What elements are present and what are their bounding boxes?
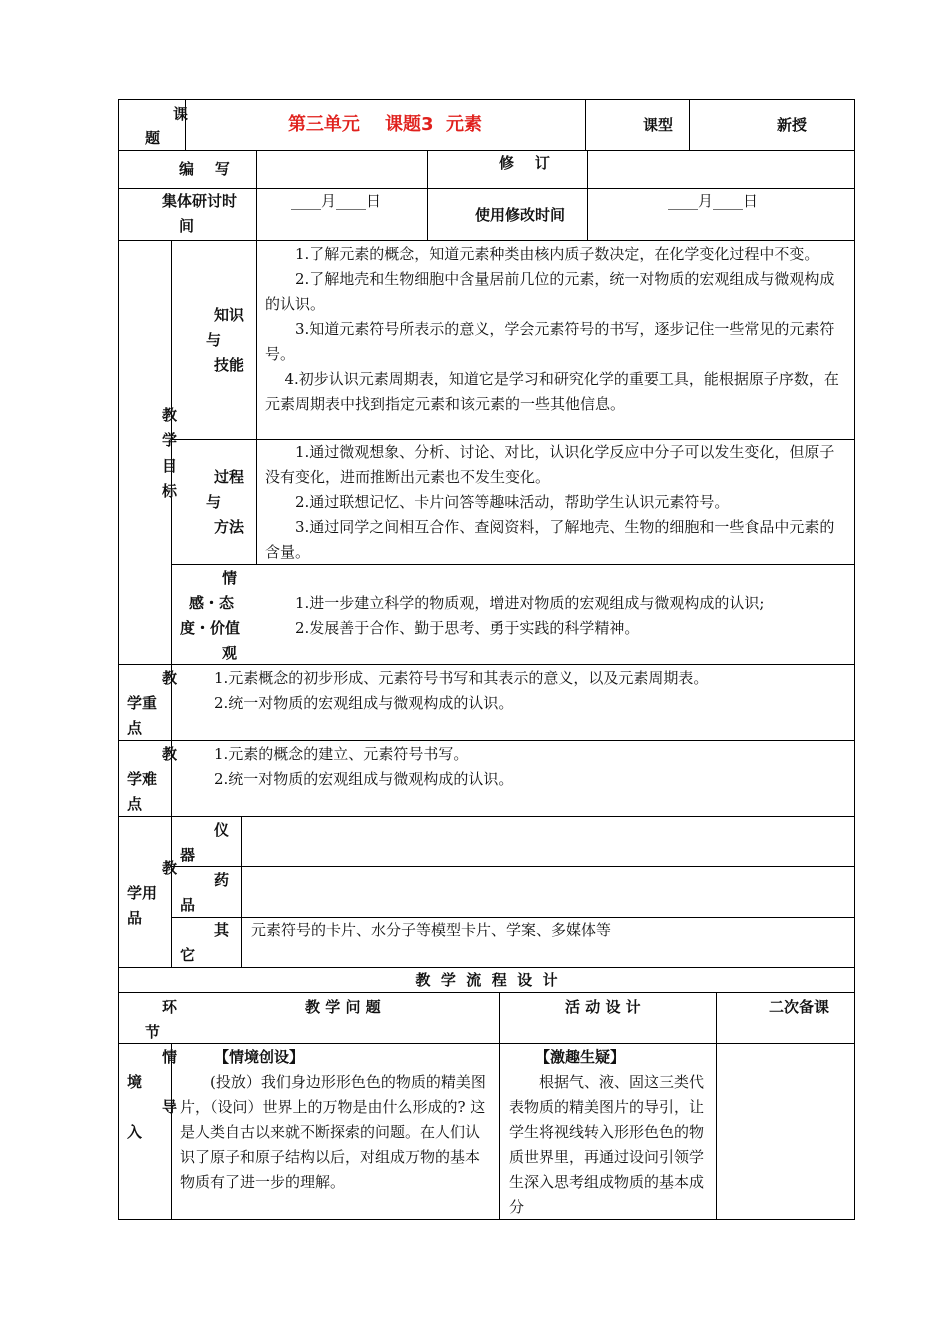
course-label-ti: 题 [145,129,161,147]
instrument-label-2: 器 [180,846,196,864]
rule [118,99,855,100]
rule [256,150,257,241]
stage-label-4: 入 [127,1123,143,1141]
process-item: 3.通过同学之间相互合作、查阅资料，了解地壳、生物的细胞和一些食品中元素的含量。 [265,518,835,561]
knowledge-label-2: 与 [206,331,222,349]
difficult-point-item: 2.统一对物质的宏观组成与微观构成的认识。 [214,770,514,788]
other-label-2: 它 [180,946,196,964]
key-points-label-3: 点 [127,719,143,737]
stage-label-2: 境 [127,1073,143,1091]
use-revise-time-label: 使用修改时间 [475,206,566,224]
knowledge-item: 1.了解元素的概念，知道元素种类由核内质子数决定，在化学变化过程中不变。 [295,245,820,263]
emotion-objectives [265,591,847,641]
difficult-points-label-1: 教 [162,745,178,763]
process-label-1: 过程 [214,468,245,486]
emotion-label-2: 感・态 [189,594,235,612]
question-text: (投放）我们身边形形色色的物质的精美图片，（设问）世界上的万物是由什么形成的? 这是人类自古以来就不断探索的问题。在人们认识了原子和原子结构以后，对组成万物的基本物质有了进一步的理解。 [180,1073,486,1191]
revise-label: 修 订 [499,154,550,172]
stage-label-3: 导 [162,1098,178,1116]
supplies-label-2: 学用 [127,884,158,902]
process-item: 2.通过联想记忆、卡片问答等趣味活动，帮助学生认识元素符号。 [295,493,730,511]
rule [118,99,119,1220]
type-label: 课型 [643,116,674,134]
emotion-item: 2.发展善于合作、勤于思考、勇于实践的科学精神。 [295,619,640,637]
col-stage-1: 环 [162,998,178,1016]
activity-title: 【激趣生疑】 [535,1048,626,1066]
key-point-item: 1.元素概念的初步形成、元素符号书写和其表示的意义，以及元素周期表。 [214,669,709,687]
rule [427,150,428,241]
process-label-2: 与 [206,493,222,511]
key-point-item: 2.统一对物质的宏观组成与微观构成的认识。 [214,694,514,712]
knowledge-item: 3.知道元素符号所表示的意义，学会元素符号的书写，逐步记住一些常见的元素符号。 [265,320,835,363]
rule [118,816,855,817]
flow-heading: 教 学 流 程 设 计 [415,971,558,989]
objectives-label-3: 目 [162,457,178,475]
rule [256,240,257,565]
objectives-label-2: 学 [162,431,178,449]
discuss-date-field: ____月____日 [291,192,382,210]
rule [716,992,717,1220]
difficult-point-item: 1.元素的概念的建立、元素符号书写。 [214,745,469,763]
rule [585,99,586,151]
course-label-ke: 课 [173,105,189,123]
lesson-title: 第三单元 课题3 元素 [287,114,483,135]
knowledge-label-3: 技能 [214,356,245,374]
discuss-time-label: 集体研讨时 [162,192,238,210]
col-question: 教 学 问 题 [305,998,381,1016]
supplies-label-1: 教 [162,859,178,877]
col-second-prep: 二次备课 [769,998,830,1016]
rule [118,740,855,741]
knowledge-label-1: 知识 [214,306,245,324]
drug-label-1: 药 [214,871,230,889]
col-stage-2: 节 [145,1023,161,1041]
col-activity: 活 动 设 计 [565,998,641,1016]
key-points-label-2: 学重 [127,694,158,712]
rule [171,816,172,968]
rule [118,240,855,241]
rule [499,992,500,1220]
difficult-points-label-2: 学难 [127,770,158,788]
other-label-1: 其 [214,921,230,939]
rule [689,99,690,151]
other-supplies-value: 元素符号的卡片、水分子等模型卡片、学案、多媒体等 [251,921,612,939]
type-value: 新授 [777,116,808,134]
key-points-label-1: 教 [162,669,178,687]
author-label: 编 写 [179,160,230,178]
rule [171,866,855,867]
objectives-label-1: 教 [162,406,178,424]
process-label-3: 方法 [214,518,245,536]
stage-label-1: 情 [162,1048,178,1066]
rule [118,150,855,151]
knowledge-objectives [265,242,847,417]
use-date-field: ____月____日 [668,192,759,210]
activity-text: 根据气、液、固这三类代表物质的精美图片的导引，让学生将视线转入形形色色的物质世界里，再通过设问引领学生深入思考组成物质的基本成分 [509,1073,705,1216]
emotion-label-4: 观 [222,644,238,662]
emotion-label-1: 情 [222,569,238,587]
drug-label-2: 品 [180,896,196,914]
question-title: 【情境创设】 [214,1048,305,1066]
objectives-label-4: 标 [162,482,178,500]
process-objectives [265,440,847,565]
rule [587,150,588,241]
instrument-label-1: 仪 [214,821,230,839]
emotion-item: 1.进一步建立科学的物质观，增进对物质的宏观组成与微观构成的认识; [295,594,765,612]
knowledge-item: 2.了解地壳和生物细胞中含量居前几位的元素，统一对物质的宏观组成与微观构成的认识。 [265,270,835,313]
key-points [214,666,844,716]
discuss-time-label-2: 间 [179,217,195,235]
rule [241,816,242,968]
rule [118,1043,855,1044]
difficult-points-label-3: 点 [127,795,143,813]
rule [118,1219,855,1220]
rule [854,99,855,1220]
supplies-label-3: 品 [127,909,143,927]
difficult-points [214,742,844,792]
emotion-label-3: 度・价值 [180,619,241,637]
process-item: 1.通过微观想象、分析、讨论、对比，认识化学反应中分子可以发生变化，但原子没有变化，进而推断出元素也不发生变化。 [265,443,835,486]
knowledge-item: 4.初步认识元素周期表，知道它是学习和研究化学的重要工具，能根据原子序数，在元素周期表中找到指定元素和该元素的一些其他信息。 [265,370,839,413]
